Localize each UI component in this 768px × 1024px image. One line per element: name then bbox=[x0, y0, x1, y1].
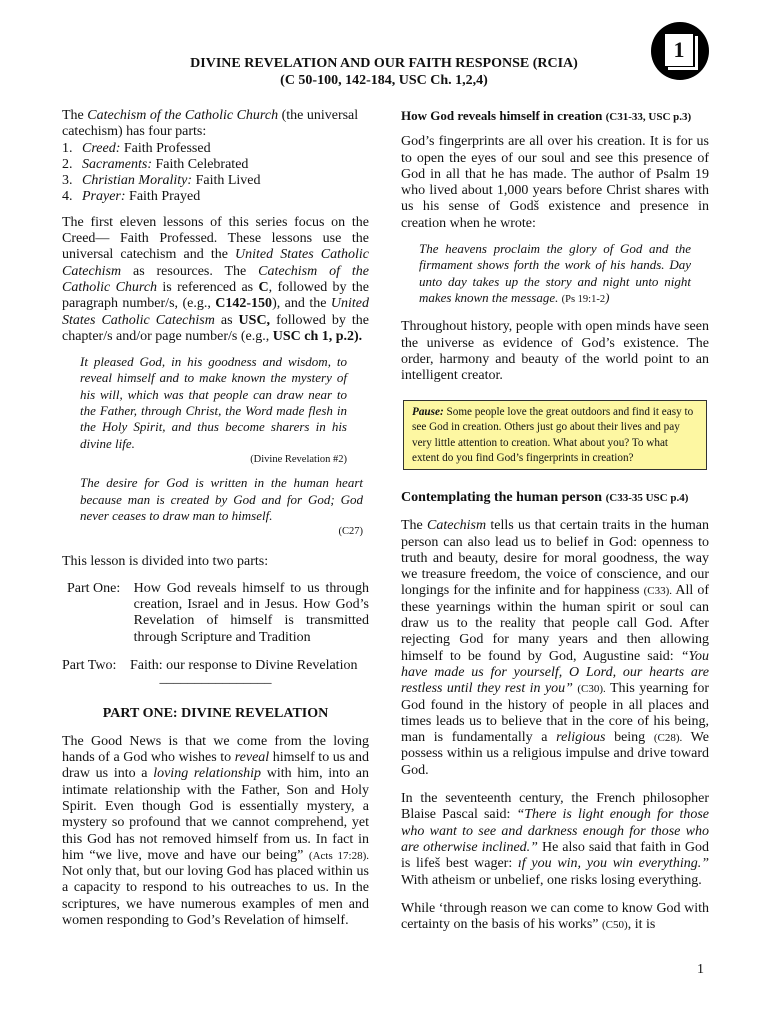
human-person-heading: Contemplating the human person (C33-35 USC p.4) bbox=[401, 490, 689, 505]
page-title: DIVINE REVELATION AND OUR FAITH RESPONSE (RCIA) bbox=[190, 56, 578, 71]
catechism-parts-list bbox=[62, 141, 369, 206]
quote-divine-revelation: It pleased God, in his goodness and wisdom, to reveal himself and to make known the mystery of his will, which was that people can draw near to the Father, through Christ, the Word made flesh in the Holy Spirit, and thus become sharers in his divine life. (Divine Revelation #2) bbox=[80, 354, 347, 465]
good-news-paragraph: The Good News is that we come from the loving hands of a God who wishes to reveal himself to us and draw us into a loving relationship with him, into an intimate relationship with the Father, Son and Holy Spirit. Even though God is essentially mystery, a mystery so profound that we cannot comprehend, yet this God has not removed himself from us. In fact in him “we live, move and have our being” (Acts 17:28). Not only that, but our loving God has placed within us a capacity to respond to his outreaches to us. In the scriptures, we have numerous examples of men and women responding to God’s Revelation of himself. bbox=[62, 733, 369, 929]
list-item: 2. Sacraments: Faith Celebrated bbox=[62, 156, 249, 172]
section-heading: PART ONE: DIVINE REVELATION bbox=[102, 705, 329, 721]
list-item: 3. Christian Morality: Faith Lived bbox=[62, 173, 261, 189]
list-item: 1. Creed: Faith Professed bbox=[62, 140, 211, 156]
pause-box: Pause: Some people love the great outdoors and find it easy to see God in creation. Others just go about their lives and pay very little attention to creation. What about you? To what extent do you find God’s fingerprints in creation? bbox=[403, 400, 707, 470]
part-one-row: Part One: How God reveals himself to us through creation, Israel and in Jesus. How God’s Revelation of himself is transmitted through Scripture and Tradition bbox=[67, 580, 369, 645]
right-column-lower bbox=[401, 490, 709, 933]
creation-paragraph: God’s fingerprints are all over his creation. It is for us to open the eyes of our soul and see this presence of God in all that he has made. The author of Psalm 19 who lived about 1,000 years before Christ shares with us his sense of Godš existence and presence in creation when he wrote: bbox=[401, 134, 709, 231]
intro-paragraph: The Catechism of the Catholic Church (the universal catechism) has four parts: bbox=[62, 108, 359, 140]
lesson-division: This lesson is divided into two parts: bbox=[62, 554, 269, 570]
page-subtitle: (C 50-100, 142-184, USC Ch. 1,2,4) bbox=[280, 73, 488, 88]
reason-paragraph: While ‘through reason we can come to know God with certainty on the basis of his works” (C50), it is bbox=[401, 900, 709, 933]
left-column bbox=[62, 108, 369, 929]
quote-c27: The desire for God is written in the human heart because man is created by God and for God; God never ceases to draw man to himself. (C27) bbox=[80, 475, 363, 538]
part-two-row: Part Two: Faith: our response to Divine Revelation bbox=[62, 657, 358, 673]
divider-rule: ________________ bbox=[159, 671, 272, 687]
psalm-quote: The heavens proclaim the glory of God and the firmament shows forth the work of his hands. Day unto day takes up the story and night unto night makes known the message. (Ps 19:1-2) bbox=[419, 241, 691, 305]
catechism-traits-paragraph: The Catechism tells us that certain traits in the human person can also lead us to belief in God: openness to truth and beauty, desire for moral goodness, the way we treasure freedom, the voice of conscience, and our longings for the infinite and for happiness (C33). All of these yearnings within the human spirit or soul can draw us to the reality that people call God. After rejecting God for many years and then allowing himself to be found by God, Augustine said: “You have made us for yourself, O Lord, our hearts are restless until they rest in you” (C30). This yearning for God found in the history of people in all places and times leads us to believe that in the core of his being, man is fundamentally a religious being (C28). We possess within us a religious impulse and drive toward God. bbox=[401, 518, 710, 778]
history-paragraph: Throughout history, people with open minds have seen the universe as evidence of God’s existence. The order, harmony and beauty of the world point to an intelligent creator. bbox=[401, 319, 709, 384]
list-item: 4. Prayer: Faith Prayed bbox=[62, 189, 201, 205]
lesson-number: 1 bbox=[664, 33, 694, 67]
creation-heading: How God reveals himself in creation (C31-33, USC p.3) bbox=[401, 108, 692, 123]
pascal-paragraph: In the seventeenth century, the French philosopher Blaise Pascal said: “There is light enough for those who want to see and darkness enough for those who are otherwise inclined.” He also said that faith in God is lifeš best wager: ıf you win, you win everything.” With atheism or unbelief, one risks losing everything. bbox=[401, 791, 710, 888]
page-number: 1 bbox=[697, 962, 704, 977]
series-paragraph: The first eleven lessons of this series focus on the Creed— Faith Professed. These lessons use the universal catechism and the United States Catholic Catechism as resources. The Catechism of the Catholic Church is referenced as C, followed by the paragraph number/s, (e.g., C142-150), and the United States Catholic Catechism as USC, followed by the chapter/s and/or page number/s (e.g., USC ch 1, p.2). bbox=[62, 214, 370, 344]
right-column bbox=[401, 108, 709, 384]
